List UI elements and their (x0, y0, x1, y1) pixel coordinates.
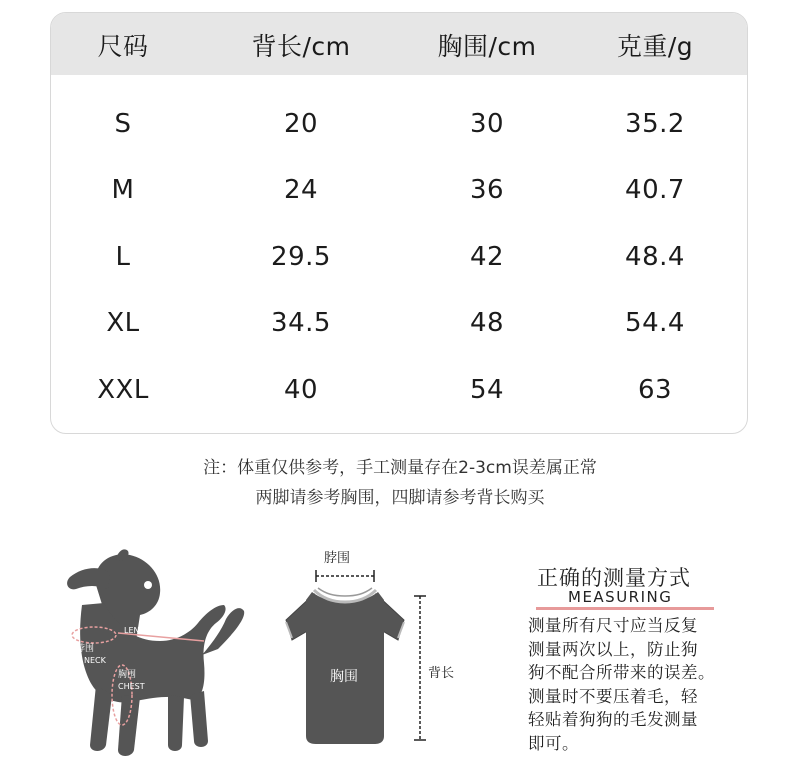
instruction-line: 测量时不要压着毛，轻 (528, 686, 698, 706)
shirt-icon (286, 588, 404, 744)
measuring-instructions (528, 614, 715, 755)
chest-label-en: CHEST (118, 682, 145, 691)
instruction-line: 狗不配合所带来的误差。 (528, 663, 715, 682)
cell-back-length: 24 (283, 175, 319, 205)
cell-back-length: 20 (283, 109, 319, 139)
header-chest: 胸围/cm (437, 32, 537, 61)
header-size: 尺码 (97, 32, 149, 61)
instruction-line: 测量两次以上，防止狗 (528, 639, 698, 659)
instruction-line: 即可。 (528, 733, 579, 753)
note-line-1: 注：体重仅供参考，手工测量存在2-3cm误差属正常 (203, 458, 597, 478)
header-weight: 克重/g (616, 32, 694, 61)
shirt-neck-label: 脖围 (324, 551, 351, 566)
length-label: LENGTH背长 (124, 626, 173, 635)
shirt-chest-label: 胸围 (330, 669, 358, 685)
cell-back-length: 40 (283, 375, 319, 405)
cell-size: S (114, 109, 132, 139)
dog-measure-illustration (56, 545, 256, 775)
neck-dimension-line (316, 570, 374, 582)
neck-label-cn: 脖围 (76, 644, 95, 654)
cell-size: L (115, 242, 131, 272)
back-dimension-line (414, 596, 426, 740)
cell-chest: 36 (469, 175, 505, 205)
cell-back-length: 29.5 (271, 242, 331, 272)
instruction-line: 轻贴着狗狗的毛发测量 (528, 710, 698, 729)
cell-size: M (111, 175, 135, 205)
measuring-accent-line (536, 607, 714, 610)
cell-weight: 35.2 (625, 109, 685, 139)
measuring-subtitle: MEASURING (568, 588, 673, 606)
cell-weight: 54.4 (625, 308, 685, 338)
measuring-title: 正确的测量方式 (537, 566, 691, 590)
cell-chest: 30 (469, 109, 505, 139)
shirt-measure-illustration (270, 540, 480, 745)
size-table (50, 12, 748, 434)
cell-back-length: 34.5 (271, 308, 331, 338)
neck-label-en: NECK (84, 656, 106, 665)
chest-label-cn: 胸围 (118, 670, 137, 680)
note-line-2: 两脚请参考胸围，四脚请参考背长购买 (255, 488, 545, 508)
header-back-length: 背长/cm (251, 32, 351, 61)
shirt-back-label: 背长 (428, 666, 455, 681)
cell-chest: 48 (469, 308, 505, 338)
instruction-line: 测量所有尺寸应当反复 (528, 616, 698, 635)
cell-weight: 40.7 (625, 175, 685, 205)
cell-size: XL (106, 308, 140, 338)
cell-size: XXL (97, 375, 149, 405)
cell-chest: 54 (469, 375, 505, 405)
cell-weight: 48.4 (625, 242, 685, 272)
cell-weight: 63 (637, 375, 673, 405)
cell-chest: 42 (469, 242, 505, 272)
